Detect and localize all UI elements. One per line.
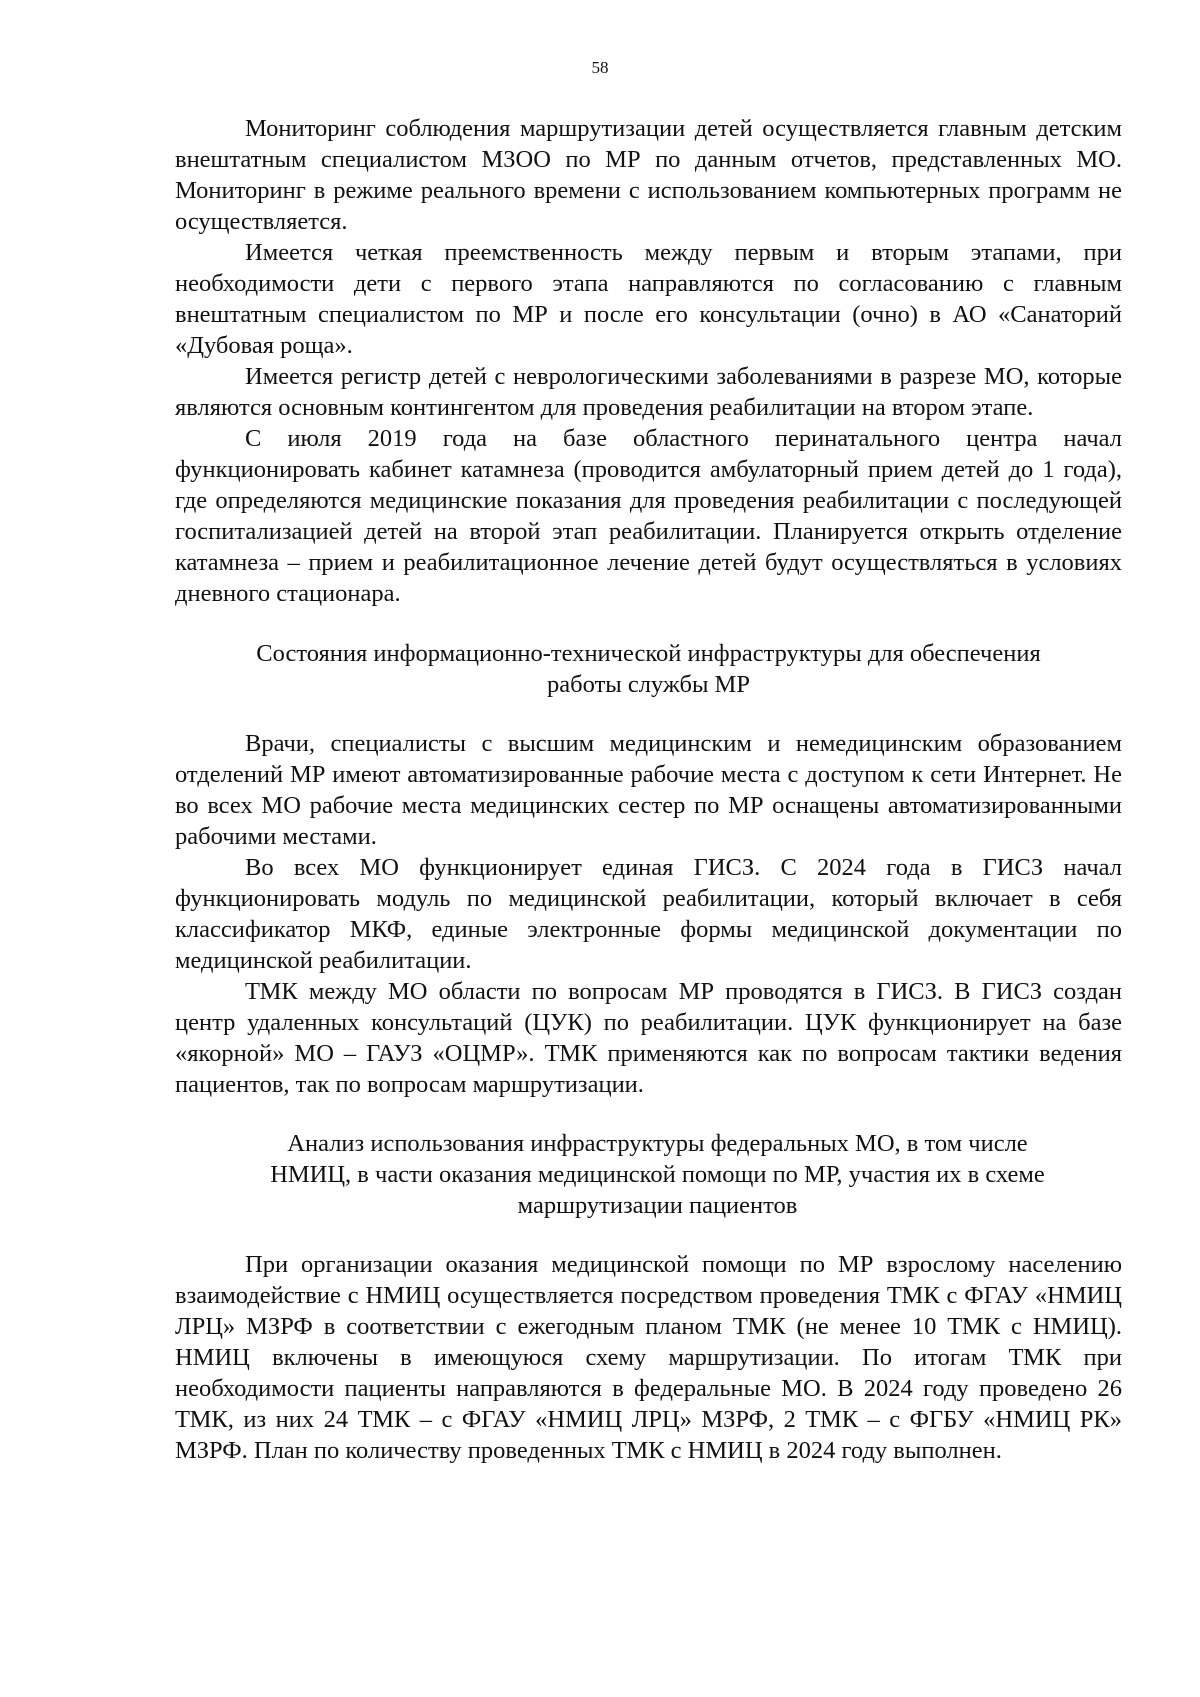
heading-line: маршрутизации пациентов: [517, 1192, 798, 1219]
paragraph-telemedicine: ТМК между МО области по вопросам МР проводятся в ГИСЗ. В ГИСЗ создан центр удаленных консультаций (ЦУК) по реабилитации. ЦУК функционирует на базе «якорной» МО – ГАУЗ «ОЦМР». ТМК применяются как по вопросам тактики ведения пациентов, так по вопросам маршрутизации.: [175, 978, 1122, 1098]
heading-line: НМИЦ, в части оказания медицинской помощи по МР, участия их в схеме: [270, 1161, 1045, 1188]
paragraph-registry: Имеется регистр детей с неврологическими заболеваниями в разрезе МО, которые являются основным контингентом для проведения реабилитации на втором этапе.: [175, 363, 1122, 421]
paragraph-workstations: Врачи, специалисты с высшим медицинским и немедицинским образованием отделений МР имеют автоматизированные рабочие места с доступом к сети Интернет. Не во всех МО рабочие места медицинских сестер по МР оснащены автоматизированными рабочими местами.: [175, 730, 1122, 850]
heading-line: работы службы МР: [547, 671, 750, 698]
paragraph-continuity: Имеется четкая преемственность между первым и вторым этапами, при необходимости дети с первого этапа направляются по согласованию с главным внештатным специалистом по МР и после его консультации (очно) в АО «Санаторий «Дубовая роща».: [175, 239, 1122, 359]
section-heading-infrastructure: [175, 638, 1122, 700]
paragraph-nmic-interaction: При организации оказания медицинской помощи по МР взрослому населению взаимодействие с НМИЦ осуществляется посредством проведения ТМК с ФГАУ «НМИЦ ЛРЦ» МЗРФ в соответствии с ежегодным планом ТМК (не менее 10 ТМК с НМИЦ). НМИЦ включены в имеющуюся схему маршрутизации. По итогам ТМК при необходимости пациенты направляются в федеральные МО. В 2024 году проведено 26 ТМК, из них 24 ТМК – с ФГАУ «НМИЦ ЛРЦ» МЗРФ, 2 ТМК – с ФГБУ «НМИЦ РК» МЗРФ. План по количеству проведенных ТМК с НМИЦ в 2024 году выполнен.: [175, 1251, 1122, 1464]
paragraph-gisz: Во всех МО функционирует единая ГИСЗ. С 2024 года в ГИСЗ начал функционировать модуль по медицинской реабилитации, который включает в себя классификатор МКФ, единые электронные формы медицинской документации по медицинской реабилитации.: [175, 854, 1122, 974]
section-heading-federal-analysis: [175, 1128, 1122, 1221]
heading-line: Анализ использования инфраструктуры федеральных МО, в том числе: [287, 1130, 1028, 1157]
paragraph-monitoring: Мониторинг соблюдения маршрутизации детей осуществляется главным детским внештатным специалистом МЗОО по МР по данным отчетов, представленных МО. Мониторинг в режиме реального времени с использованием компьютерных программ не осуществляется.: [175, 115, 1122, 235]
heading-line: Состояния информационно-технической инфраструктуры для обеспечения: [256, 640, 1041, 667]
paragraph-catamnesis: С июля 2019 года на базе областного перинатального центра начал функционировать кабинет катамнеза (проводится амбулаторный прием детей до 1 года), где определяются медицинские показания для проведения реабилитации с последующей госпитализацией детей на второй этап реабилитации. Планируется открыть отделение катамнеза – прием и реабилитационное лечение детей будут осуществляться в условиях дневного стационара.: [175, 425, 1122, 607]
page-number: 58: [591, 58, 609, 77]
page-body: [175, 113, 1122, 1466]
